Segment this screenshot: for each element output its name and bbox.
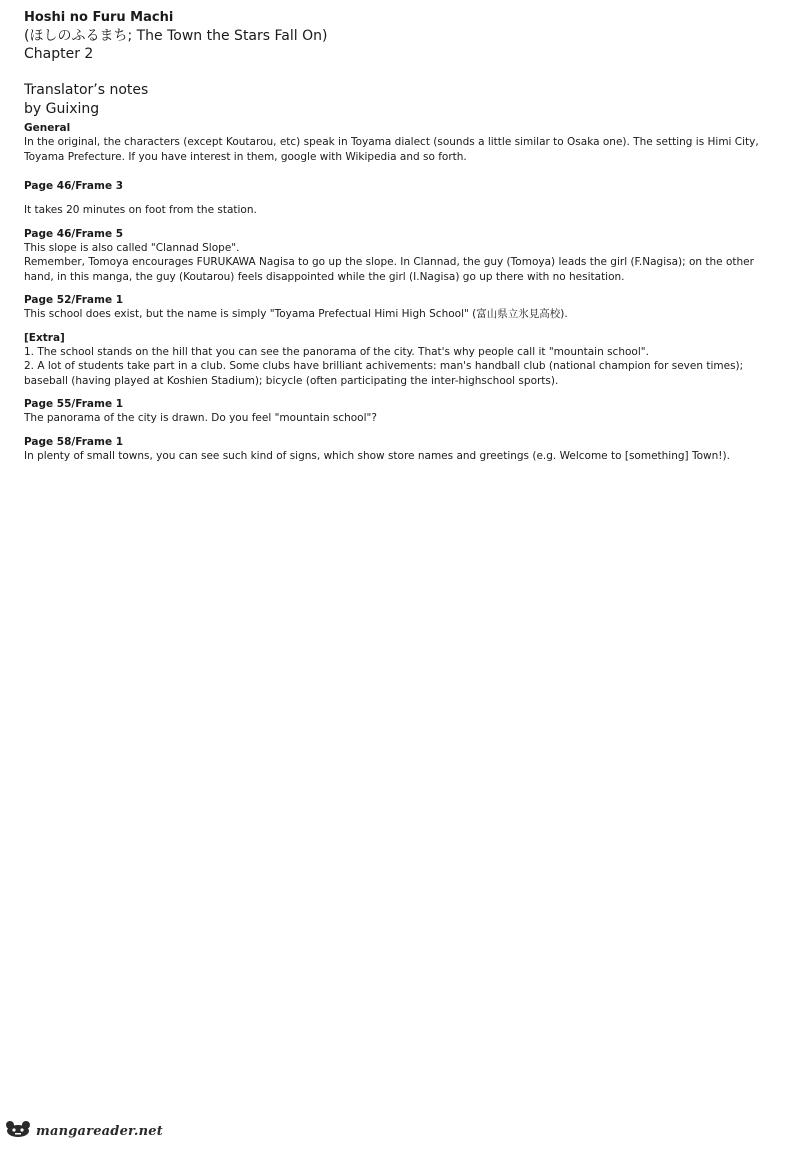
note-section-extra xyxy=(24,332,769,389)
section-text: 2. A lot of students take part in a club. Some clubs have brilliant achivements: man's handball club (national champion for seven times); baseball (having played at Koshien Stadium); bicycle (often participating the inter-highschool sports). xyxy=(24,360,744,387)
section-text: In the original, the characters (except Koutarou, etc) speak in Toyama dialect (sounds a little similar to Osaka one). The setting is Himi City, Toyama Prefecture. If you have interest in them, google with Wikipedia and so forth. xyxy=(24,136,759,163)
section-heading: Page 46/Frame 5 xyxy=(24,227,124,240)
mascot-logo-icon xyxy=(4,1119,32,1143)
note-section-p46f3 xyxy=(24,180,769,218)
watermark-text: mangareader.net xyxy=(36,1123,163,1139)
section-text: This school does exist, but the name is simply "Toyama Prefectual Himi High School" (富山県立氷見高校). xyxy=(24,308,568,320)
note-section-p46f5 xyxy=(24,228,769,285)
chapter-label: Chapter 2 xyxy=(24,46,94,62)
section-text: 1. The school stands on the hill that you can see the panorama of the city. That's why people call it "mountain school". xyxy=(24,345,649,358)
note-section-p58f1 xyxy=(24,436,769,464)
note-section-p55f1 xyxy=(24,398,769,426)
section-heading: Page 46/Frame 3 xyxy=(24,180,124,192)
section-text: This slope is also called "Clannad Slope". xyxy=(24,241,240,254)
section-heading: [Extra] xyxy=(24,331,65,344)
section-text: It takes 20 minutes on foot from the station. xyxy=(24,204,257,216)
section-heading: Page 58/Frame 1 xyxy=(24,435,124,448)
note-section-general xyxy=(24,122,769,164)
byline: by Guixing xyxy=(24,101,100,117)
note-section-p52f1 xyxy=(24,294,769,322)
section-text: In plenty of small towns, you can see such kind of signs, which show store names and greetings (e.g. Welcome to [something] Town!). xyxy=(24,449,730,462)
translator-notes-page xyxy=(24,9,769,463)
section-heading: General xyxy=(24,122,71,134)
section-text: Remember, Tomoya encourages FURUKAWA Nagisa to go up the slope. In Clannad, the guy (Tomoya) leads the girl (F.Nagisa); on the other hand, in this manga, the guy (Koutarou) feels disappointed while the girl (I.Nagisa) go up there with no hesitation. xyxy=(24,256,754,283)
section-text: The panorama of the city is drawn. Do you feel "mountain school"? xyxy=(24,412,377,424)
watermark xyxy=(4,1119,163,1143)
notes-title: Translator’s notes xyxy=(24,82,149,98)
series-title: Hoshi no Furu Machi xyxy=(24,10,174,25)
section-heading: Page 55/Frame 1 xyxy=(24,398,124,410)
series-subtitle: (ほしのふるまち; The Town the Stars Fall On) xyxy=(24,28,328,44)
section-heading: Page 52/Frame 1 xyxy=(24,294,124,306)
